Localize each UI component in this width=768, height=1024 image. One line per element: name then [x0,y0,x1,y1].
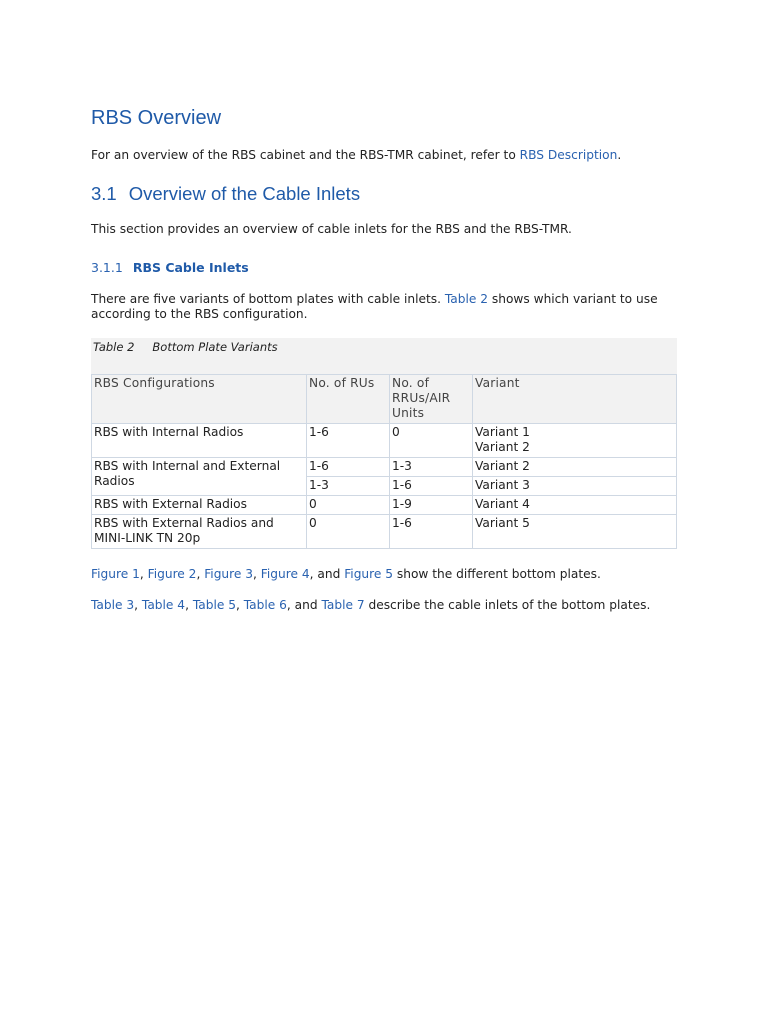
intro-text-end: . [617,148,622,162]
figures-paragraph-tail: show the different bottom plates. [393,567,601,581]
separator: , and [309,567,345,581]
figure-2-link[interactable]: Figure 2 [147,567,197,581]
table-cell: RBS with External Radios and MINI-LINK TN 20p [92,515,307,549]
figure-1-link[interactable]: Figure 1 [91,567,140,581]
figure-3-link[interactable]: Figure 3 [204,567,254,581]
subsection-title: RBS Cable Inlets [132,260,249,275]
column-header: No. of RUs [307,375,390,424]
table-cell: 1-3 [390,458,473,477]
table-cell: 1-9 [390,496,473,515]
table-cell: Variant 4 [473,496,677,515]
subsection-text-end: shows which variant to use according to the RBS configuration. [91,292,658,321]
table-cell: 1-6 [307,458,390,477]
table-6-link[interactable]: Table 6 [243,598,287,612]
table-cell: 1-6 [390,477,473,496]
section-body: This section provides an overview of cable inlets for the RBS and the RBS-TMR. [91,222,572,236]
subsection-heading [91,260,249,275]
table-3-link[interactable]: Table 3 [91,598,135,612]
table-caption-number: Table 2 [93,340,135,354]
table-2-link[interactable]: Table 2 [444,292,488,306]
bottom-plate-variants-table [91,374,677,549]
table-header-row [92,375,677,424]
table-caption [91,338,677,374]
table-cell: 1-3 [307,477,390,496]
column-header: No. of RRUs/AIR Units [390,375,473,424]
table-cell: 1-6 [307,424,390,458]
table-caption-title: Bottom Plate Variants [152,340,278,354]
column-header: RBS Configurations [92,375,307,424]
section-number: 3.1 [91,183,117,204]
table-cell: 0 [307,496,390,515]
tables-paragraph-tail: describe the cable inlets of the bottom plates. [364,598,651,612]
table-row [92,515,677,549]
table-cell: RBS with External Radios [92,496,307,515]
table-7-link[interactable]: Table 7 [321,598,365,612]
subsection-text: There are five variants of bottom plates with cable inlets. [91,292,445,306]
column-header: Variant [473,375,677,424]
separator: , [139,567,148,581]
table-cell: Variant 2 [473,458,677,477]
table-cell: 0 [390,424,473,458]
intro-text: For an overview of the RBS cabinet and the RBS-TMR cabinet, refer to [91,148,520,162]
table-4-link[interactable]: Table 4 [141,598,186,612]
table-cell: RBS with Internal Radios [92,424,307,458]
separator: , [235,598,244,612]
section-title: Overview of the Cable Inlets [128,183,361,204]
page-title: RBS Overview [91,107,222,129]
table-cell [473,424,677,458]
rbs-description-link[interactable]: RBS Description [519,148,618,162]
table-row [92,458,677,477]
variant-value: Variant 1 [475,425,530,439]
subsection-number: 3.1.1 [91,260,123,275]
table-5-link[interactable]: Table 5 [192,598,236,612]
table-cell: 0 [307,515,390,549]
table-cell: 1-6 [390,515,473,549]
separator: , [253,567,261,581]
separator: , [185,598,193,612]
figures-paragraph [91,567,677,582]
separator: , and [286,598,322,612]
table-row [92,424,677,458]
section-heading [91,183,360,205]
table-cell: RBS with Internal and External Radios [92,458,307,496]
subsection-body [91,292,677,322]
separator: , [134,598,142,612]
figure-5-link[interactable]: Figure 5 [344,567,394,581]
tables-paragraph [91,598,677,613]
table-cell: Variant 5 [473,515,677,549]
intro-paragraph [91,148,677,163]
separator: , [196,567,205,581]
figure-4-link[interactable]: Figure 4 [260,567,310,581]
variant-value: Variant 2 [475,440,530,454]
table-row [92,496,677,515]
table-cell: Variant 3 [473,477,677,496]
